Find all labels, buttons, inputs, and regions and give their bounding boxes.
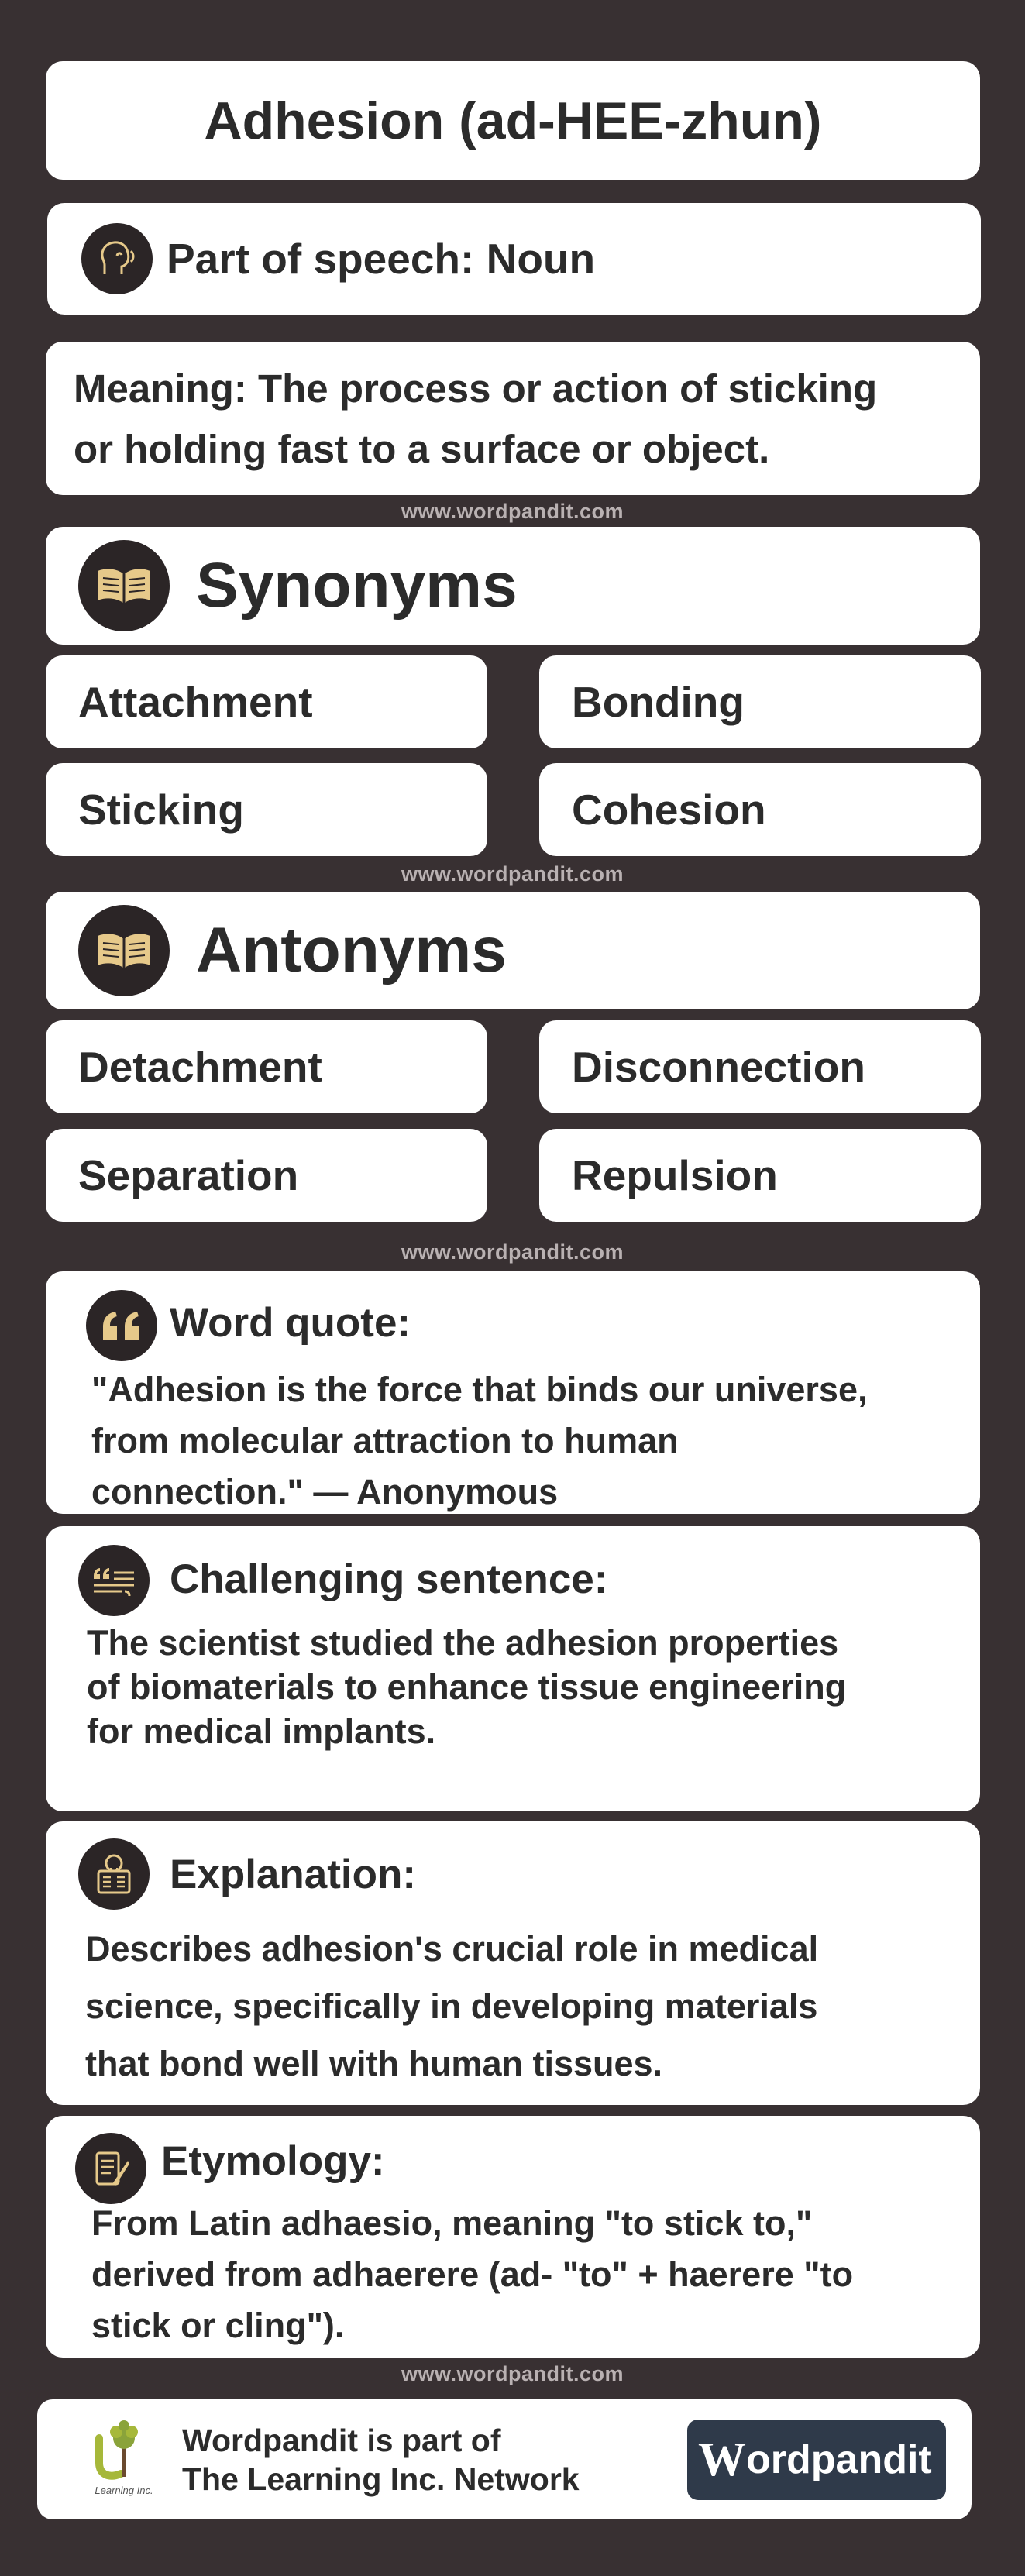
challenging-sentence-line-2: of biomaterials to enhance tissue engineering [87, 1667, 847, 1707]
etymology-line-2: derived from adhaerere (ad- "to" + haerere "to [91, 2254, 854, 2294]
watermark: www.wordpandit.com [401, 500, 624, 523]
antonym-item [46, 1129, 487, 1222]
footer-line-1: Wordpandit is part of [182, 2423, 501, 2458]
footer-card [37, 2399, 972, 2519]
challenging-sentence-line-1: The scientist studied the adhesion properties [87, 1623, 839, 1663]
word-quote-card [46, 1271, 980, 1514]
open-book-icon [78, 905, 170, 996]
synonym-item [46, 763, 487, 856]
explanation-label: Explanation: [170, 1852, 417, 1897]
word-quote-line-3: connection." — Anonymous [91, 1472, 559, 1512]
etymology-line-1: From Latin adhaesio, meaning "to stick to," [91, 2203, 813, 2243]
synonym-label: Attachment [78, 678, 313, 726]
speaking-head-icon [81, 223, 153, 294]
watermark: www.wordpandit.com [401, 1240, 624, 1264]
antonym-label: Separation [78, 1151, 299, 1199]
footer-line-2: The Learning Inc. Network [182, 2461, 580, 2497]
antonym-label: Detachment [78, 1043, 322, 1091]
explanation-line-3: that bond well with human tissues. [85, 2044, 663, 2083]
explanation-line-2: science, specifically in developing materials [85, 1986, 818, 2026]
synonyms-heading: Synonyms [196, 550, 518, 621]
word-quote-line-2: from molecular attraction to human [91, 1421, 679, 1460]
quote-lines-icon [78, 1545, 150, 1616]
challenging-sentence-label: Challenging sentence: [170, 1556, 608, 1602]
watermark: www.wordpandit.com [401, 2362, 624, 2385]
brand-name: ordpandit [746, 2437, 932, 2482]
part-of-speech-card [47, 203, 981, 315]
challenging-sentence-line-3: for medical implants. [87, 1711, 436, 1751]
etymology-line-3: stick or cling"). [91, 2306, 345, 2345]
scroll-quill-icon [75, 2133, 146, 2204]
wordpandit-brand-logo [687, 2420, 946, 2500]
meaning-line-1: Meaning: The process or action of sticking [74, 366, 878, 411]
etymology-card [46, 2116, 980, 2358]
word-title: Adhesion (ad-HEE-zhun) [204, 91, 822, 150]
word-quote-line-1: "Adhesion is the force that binds our universe, [91, 1370, 868, 1409]
antonym-item [46, 1020, 487, 1113]
antonym-item [539, 1129, 981, 1222]
watermark: www.wordpandit.com [401, 862, 624, 886]
antonym-label: Repulsion [572, 1151, 778, 1199]
brand-initial: W [698, 2433, 746, 2486]
word-quote-label: Word quote: [170, 1300, 411, 1346]
synonym-label: Sticking [78, 786, 244, 834]
synonym-item [46, 655, 487, 748]
synonyms-header-card [46, 527, 980, 645]
synonym-label: Bonding [572, 678, 745, 726]
antonym-label: Disconnection [572, 1043, 865, 1091]
meaning-line-2: or holding fast to a surface or object. [74, 427, 770, 471]
challenging-sentence-card [46, 1526, 980, 1811]
word-title-card [46, 61, 980, 180]
synonym-item [539, 763, 981, 856]
antonyms-heading: Antonyms [196, 915, 507, 985]
antonym-item [539, 1020, 981, 1113]
synonym-item [539, 655, 981, 748]
open-book-icon [78, 540, 170, 631]
part-of-speech-text: Part of speech: Noun [167, 235, 596, 283]
meaning-card [46, 342, 980, 495]
learning-inc-logo-text: Learning Inc. [95, 2485, 153, 2496]
learning-inc-logo [85, 2416, 163, 2502]
lightbulb-document-icon [78, 1838, 150, 1910]
quotation-mark-icon [86, 1290, 157, 1361]
explanation-card [46, 1821, 980, 2105]
antonyms-header-card [46, 892, 980, 1009]
synonym-label: Cohesion [572, 786, 766, 834]
explanation-line-1: Describes adhesion's crucial role in medical [85, 1929, 819, 1969]
etymology-label: Etymology: [161, 2138, 385, 2184]
